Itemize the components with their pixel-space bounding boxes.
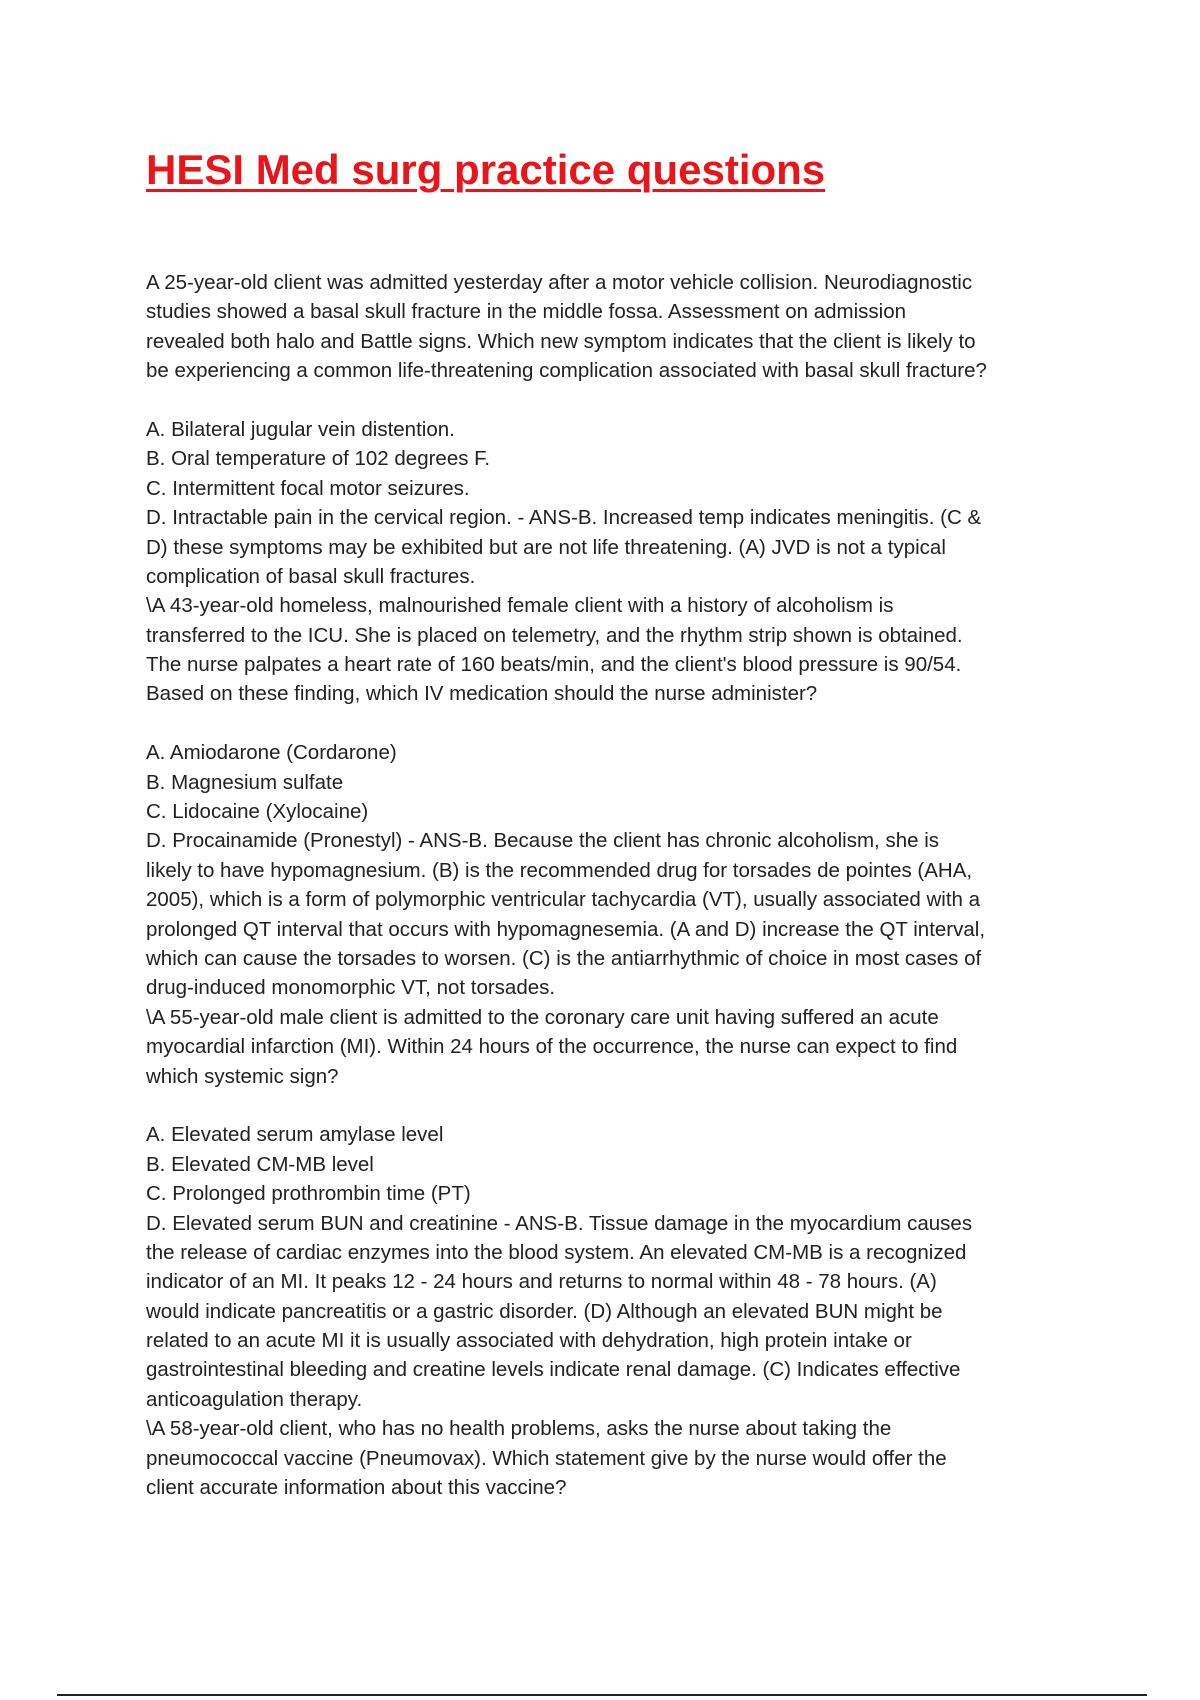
text-line: A. Bilateral jugular vein distention.: [146, 417, 455, 441]
text-line: indicator of an MI. It peaks 12 - 24 hours and returns to normal within 48 - 78 hours. (A): [146, 1270, 937, 1294]
text-line: D. Procainamide (Pronestyl) - ANS-B. Because the client has chronic alcoholism, she is: [146, 829, 940, 853]
page-bottom-rule: [57, 1694, 1147, 1696]
text-line: gastrointestinal bleeding and creatine levels indicate renal damage. (C) Indicates effective: [146, 1358, 961, 1382]
text-line: 2005), which is a form of polymorphic ventricular tachycardia (VT), usually associated with a: [146, 888, 981, 912]
text-line: which can cause the torsades to worsen. (C) is the antiarrhythmic of choice in most cases of: [146, 946, 982, 970]
page-title: HESI Med surg practice questions: [146, 146, 826, 193]
text-line: B. Elevated CM-MB level: [146, 1152, 374, 1176]
text-line: C. Intermittent focal motor seizures.: [146, 476, 470, 500]
text-line: prolonged QT interval that occurs with hypomagnesemia. (A and D) increase the QT interval,: [146, 917, 986, 941]
text-line: complication of basal skull fractures.: [146, 564, 476, 588]
paragraph-gap: [146, 1091, 1076, 1120]
text-line: related to an acute MI it is usually associated with dehydration, high protein intake or: [146, 1329, 912, 1353]
text-line: transferred to the ICU. She is placed on telemetry, and the rhythm strip shown is obtained.: [146, 623, 963, 647]
text-line: B. Oral temperature of 102 degrees F.: [146, 447, 491, 471]
text-line: \A 55-year-old male client is admitted to the coronary care unit having suffered an acute: [146, 1005, 939, 1029]
text-line: studies showed a basal skull fracture in the middle fossa. Assessment on admission: [146, 300, 907, 324]
text-line: which systemic sign?: [146, 1064, 339, 1088]
document-body: [146, 268, 1076, 1502]
text-line: anticoagulation therapy.: [146, 1387, 363, 1411]
text-line: A. Amiodarone (Cordarone): [146, 741, 397, 765]
text-line: C. Prolonged prothrombin time (PT): [146, 1182, 471, 1206]
text-line: be experiencing a common life-threatening complication associated with basal skull fracture?: [146, 359, 987, 383]
text-line: pneumococcal vaccine (Pneumovax). Which statement give by the nurse would offer the: [146, 1446, 947, 1470]
text-line: C. Lidocaine (Xylocaine): [146, 800, 369, 824]
text-line: The nurse palpates a heart rate of 160 beats/min, and the client's blood pressure is 90/54.: [146, 653, 962, 677]
paragraph-gap: [146, 386, 1076, 415]
text-line: \A 43-year-old homeless, malnourished female client with a history of alcoholism is: [146, 594, 894, 618]
text-line: D. Elevated serum BUN and creatinine - ANS-B. Tissue damage in the myocardium causes: [146, 1211, 973, 1235]
text-line: would indicate pancreatitis or a gastric disorder. (D) Although an elevated BUN might be: [146, 1299, 943, 1323]
paragraph-gap: [146, 709, 1076, 738]
text-line: drug-induced monomorphic VT, not torsades.: [146, 976, 556, 1000]
text-line: likely to have hypomagnesium. (B) is the recommended drug for torsades de pointes (AHA,: [146, 858, 973, 882]
text-line: client accurate information about this vaccine?: [146, 1476, 567, 1500]
text-line: D. Intractable pain in the cervical region. - ANS-B. Increased temp indicates meningitis. (C &: [146, 506, 982, 530]
text-line: A 25-year-old client was admitted yesterday after a motor vehicle collision. Neurodiagnostic: [146, 271, 973, 294]
text-line: B. Magnesium sulfate: [146, 770, 344, 794]
text-line: Based on these finding, which IV medication should the nurse administer?: [146, 682, 818, 706]
text-line: revealed both halo and Battle signs. Which new symptom indicates that the client is likely to: [146, 329, 976, 353]
text-line: the release of cardiac enzymes into the blood system. An elevated CM-MB is a recognized: [146, 1240, 967, 1264]
text-line: myocardial infarction (MI). Within 24 hours of the occurrence, the nurse can expect to find: [146, 1035, 958, 1059]
text-line: A. Elevated serum amylase level: [146, 1123, 444, 1147]
text-line: \A 58-year-old client, who has no health problems, asks the nurse about taking the: [146, 1417, 892, 1441]
text-line: D) these symptoms may be exhibited but are not life threatening. (A) JVD is not a typical: [146, 535, 946, 559]
